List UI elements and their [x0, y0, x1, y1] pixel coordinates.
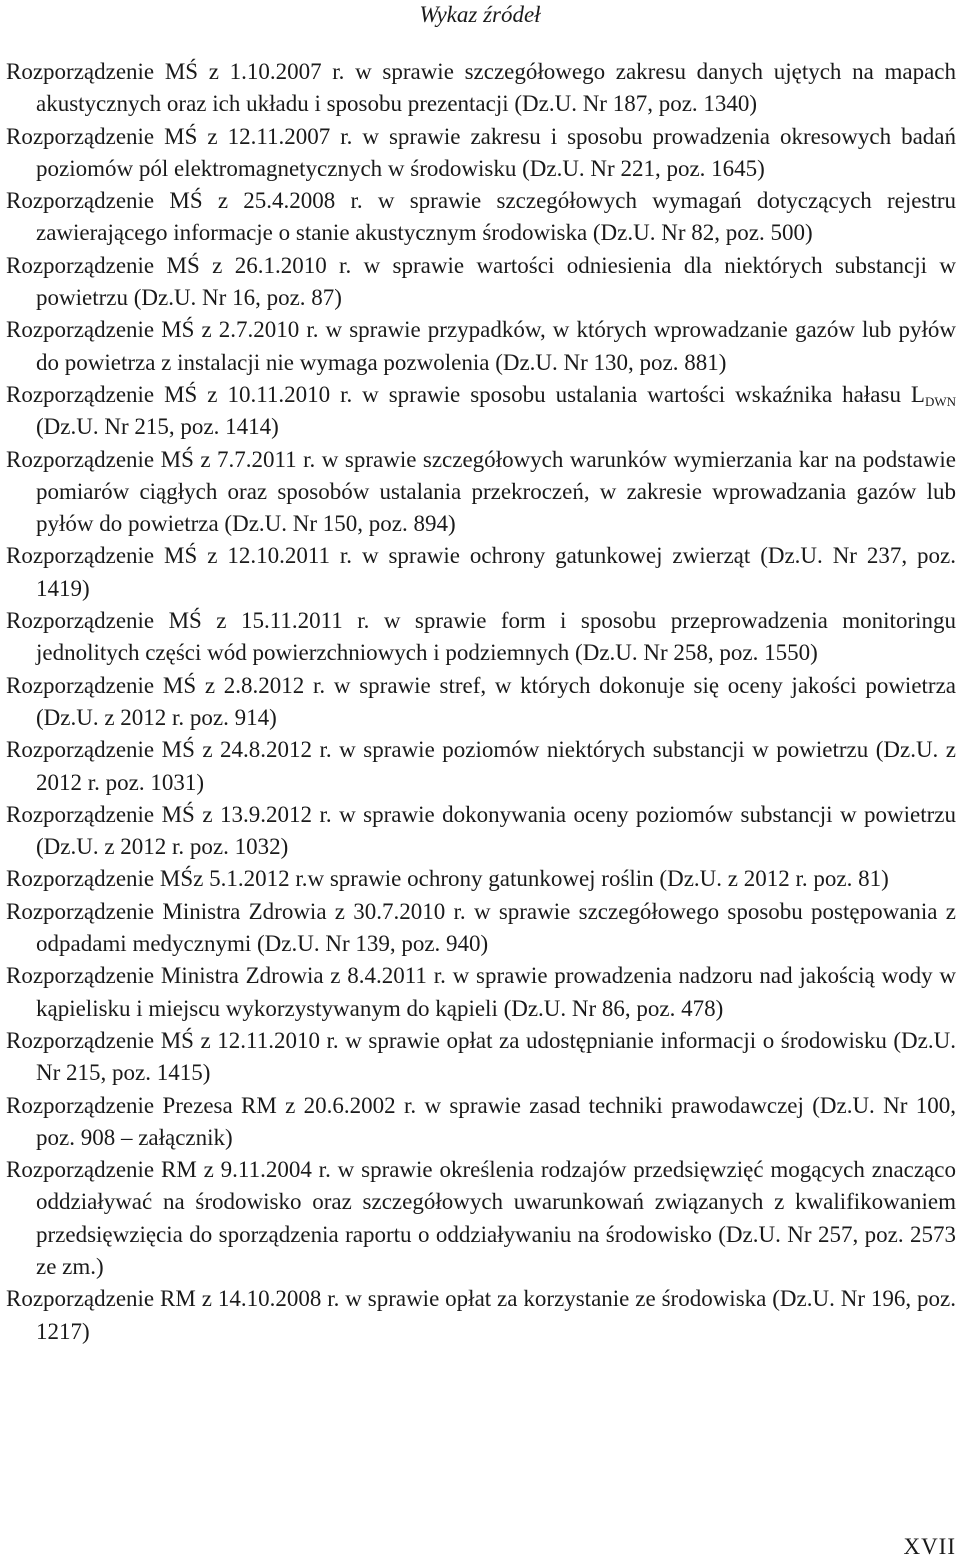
bibliography-entry — [6, 379, 956, 444]
bibliography-entry: Rozporządzenie Ministra Zdrowia z 8.4.2011 r. w sprawie prowadzenia nadzoru nad jakością wody w kąpielisku i miejscu wykorzystywanym do kąpieli (Dz.U. Nr 86, poz. 478) — [6, 963, 956, 1021]
bibliography-entry: Rozporządzenie MŚ z 12.11.2007 r. w sprawie zakresu i sposobu prowadzenia okresowych badań poziomów pól elektromagnetycznych w środowisku (Dz.U. Nr 221, poz. 1645) — [6, 123, 956, 181]
bibliography-entry: Rozporządzenie MŚ z 15.11.2011 r. w sprawie form i sposobu przeprowadzenia monitoringu jednolitych części wód powierzchniowych i podziemnych (Dz.U. Nr 258, poz. 1550) — [6, 608, 956, 666]
bibliography-list — [6, 56, 956, 1348]
bibliography-entry: Rozporządzenie Prezesa RM z 20.6.2002 r. w sprawie zasad techniki prawodawczej (Dz.U. Nr 100, poz. 908 – załącznik) — [6, 1092, 956, 1150]
bibliography-entry: Rozporządzenie MŚ z 26.1.2010 r. w sprawie wartości odniesienia dla niektórych substancji w powietrzu (Dz.U. Nr 16, poz. 87) — [6, 252, 956, 311]
bibliography-entry: Rozporządzenie MŚ z 7.7.2011 r. w sprawie szczegółowych warunków wymierzania kar na podstawie pomiarów ciągłych oraz sposobów ustalania przekroczeń, w zakresie wprowadzania gazów lub pyłów do powietrza (Dz.U. Nr 150, poz. 894) — [6, 446, 956, 537]
entry-text: Rozporządzenie MŚ z 10.11.2010 r. w sprawie sposobu ustalania wartości wskaźnika hałasu L — [6, 381, 925, 407]
page-number: XVII — [903, 1534, 956, 1559]
bibliography-entry: Rozporządzenie MŚ z 24.8.2012 r. w sprawie poziomów niektórych substancji w powietrzu (Dz.U. z 2012 r. poz. 1031) — [6, 737, 956, 795]
bibliography-entry: Rozporządzenie MŚ z 2.7.2010 r. w sprawie przypadków, w których wprowadzanie gazów lub pyłów do powietrza z instalacji nie wymaga pozwolenia (Dz.U. Nr 130, poz. 881) — [6, 317, 956, 375]
bibliography-entry: Rozporządzenie MŚ z 12.10.2011 r. w sprawie ochrony gatunkowej zwierząt (Dz.U. Nr 237, poz. 1419) — [6, 543, 956, 601]
bibliography-entry: Rozporządzenie MŚ z 2.8.2012 r. w sprawie stref, w których dokonuje się oceny jakości powietrza (Dz.U. z 2012 r. poz. 914) — [6, 672, 956, 730]
subscript-dwn: DWN — [924, 393, 956, 409]
bibliography-entry: Rozporządzenie MŚ z 1.10.2007 r. w sprawie szczegółowego zakresu danych ujętych na mapach akustycznych oraz ich układu i sposobu prezentacji (Dz.U. Nr 187, poz. 1340) — [6, 59, 956, 117]
bibliography-entry: Rozporządzenie Ministra Zdrowia z 30.7.2010 r. w sprawie szczegółowego sposobu postępowania z odpadami medycznymi (Dz.U. Nr 139, poz. 940) — [6, 898, 956, 957]
running-head: Wykaz źródeł — [419, 2, 541, 27]
bibliography-entry: Rozporządzenie MŚ z 12.11.2010 r. w sprawie opłat za udostępnianie informacji o środowisku (Dz.U. Nr 215, poz. 1415) — [6, 1027, 956, 1086]
bibliography-entry: Rozporządzenie MŚ z 13.9.2012 r. w sprawie dokonywania oceny poziomów substancji w powietrzu (Dz.U. z 2012 r. poz. 1032) — [6, 801, 956, 860]
bibliography-entry: Rozporządzenie RM z 14.10.2008 r. w sprawie opłat za korzystanie ze środowiska (Dz.U. Nr 196, poz. 1217) — [6, 1286, 956, 1344]
entry-text-continued: (Dz.U. Nr 215, poz. 1414) — [36, 414, 279, 440]
bibliography-entry: Rozporządzenie MŚz 5.1.2012 r.w sprawie ochrony gatunkowej roślin (Dz.U. z 2012 r. poz. 81) — [6, 866, 889, 892]
bibliography-entry: Rozporządzenie RM z 9.11.2004 r. w sprawie określenia rodzajów przedsięwzięć mogących znacząco oddziaływać na środowisko oraz szczegółowych uwarunkowań związanych z kwalifikowaniem przedsięwzięcia do sporządzenia raportu o oddziaływaniu na środowisko (Dz.U. Nr 257, poz. 2573 ze zm.) — [6, 1157, 956, 1279]
bibliography-entry: Rozporządzenie MŚ z 25.4.2008 r. w sprawie szczegółowych wymagań dotyczących rejestru zawierającego informacje o stanie akustycznym środowiska (Dz.U. Nr 82, poz. 500) — [6, 188, 956, 246]
